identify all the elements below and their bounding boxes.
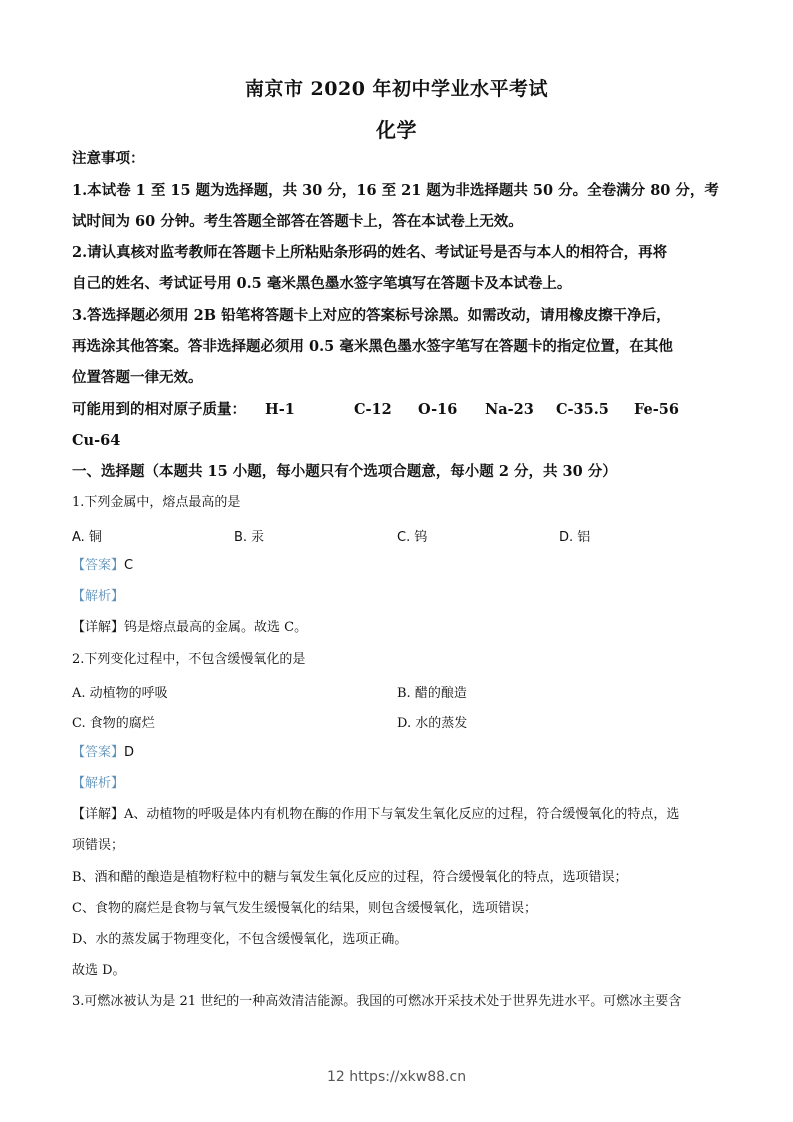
- question-option: C. 食物的腐烂: [72, 716, 155, 731]
- atomic-mass-item: Na-23: [485, 401, 534, 418]
- exam-title: 南京市 2020 年初中学业水平考试: [244, 78, 549, 100]
- answer-value: D: [124, 745, 135, 760]
- notice-line: 试时间为 60 分钟。考生答题全部答在答题卡上，答在本试卷上无效。: [72, 213, 523, 230]
- notice-heading: 注意事项：: [72, 150, 145, 167]
- detail-line: 项错误；: [72, 838, 125, 853]
- notice-line: 再选涂其他答案。答非选择题必须用 0.5 毫米黑色墨水签字笔写在答题卡的指定位置，在其他: [72, 338, 673, 355]
- atomic-mass-item: C-12: [354, 401, 392, 418]
- question-option: A. 动植物的呼吸: [72, 686, 168, 701]
- question-option: D. 水的蒸发: [397, 716, 468, 731]
- notice-line: 2.请认真核对监考教师在答题卡上所粘贴条形码的姓名、考试证号是否与本人的相符合，再将: [72, 244, 668, 261]
- atomic-mass-item: Cu-64: [72, 432, 121, 449]
- question-option: B. 汞: [234, 530, 265, 545]
- atomic-mass-label: 可能用到的相对原子质量：: [72, 401, 246, 418]
- detail-line: D、水的蒸发属于物理变化，不包含缓慢氧化，选项正确。: [72, 932, 408, 947]
- question-stem: 2.下列变化过程中，不包含缓慢氧化的是: [72, 652, 306, 667]
- question-option: C. 钨: [397, 530, 428, 545]
- question-option: B. 醋的酿造: [397, 686, 467, 701]
- atomic-mass-item: O-16: [418, 401, 458, 418]
- notice-line: 位置答题一律无效。: [72, 369, 203, 386]
- atomic-mass-item: Fe-56: [634, 401, 679, 418]
- question-option: D. 铝: [559, 530, 591, 545]
- notice-line: 1.本试卷 1 至 15 题为选择题，共 30 分，16 至 21 题为非选择题共 50 分。全卷满分 80 分，考: [72, 182, 719, 199]
- analysis-label: 【解析】: [72, 589, 125, 604]
- atomic-mass-item: C-35.5: [556, 401, 609, 418]
- answer-row: [72, 557, 727, 575]
- question-stem: 1.下列金属中，熔点最高的是: [72, 495, 241, 510]
- atomic-mass-item: H-1: [265, 401, 295, 418]
- detail-line: 【详解】A、动植物的呼吸是体内有机物在酶的作用下与氧发生氧化反应的过程，符合缓慢氧化的特点，选: [72, 807, 680, 822]
- question-option: A. 铜: [72, 530, 102, 545]
- answer-label: 【答案】: [72, 745, 125, 760]
- answer-label: 【答案】: [72, 558, 125, 573]
- detail-line: 故选 D。: [72, 963, 126, 978]
- answer-value: C: [124, 558, 134, 573]
- answer-row: [72, 744, 727, 762]
- detail-line: B、酒和醋的酿造是植物籽粒中的糖与氧发生氧化反应的过程，符合缓慢氧化的特点，选项错误；: [72, 870, 628, 885]
- detail-line: C、食物的腐烂是食物与氧气发生缓慢氧化的结果，则包含缓慢氧化，选项错误；: [72, 901, 537, 916]
- detail-line: 【详解】钨是熔点最高的金属。故选 C。: [72, 620, 308, 635]
- notice-line: 自己的姓名、考试证号用 0.5 毫米黑色墨水签字笔填写在答题卡及本试卷上。: [72, 275, 572, 292]
- page-footer: 12 https://xkw88.cn: [326, 1069, 467, 1085]
- exam-subject: 化学: [376, 118, 417, 142]
- analysis-label: 【解析】: [72, 776, 125, 791]
- notice-line: 3.答选择题必须用 2B 铅笔将答题卡上对应的答案标号涂黑。如需改动，请用橡皮擦干净后，: [72, 307, 671, 324]
- section-heading: 一、选择题（本题共 15 小题，每小题只有个选项合题意，每小题 2 分，共 30 分）: [72, 463, 617, 480]
- question-stem: 3.可燃冰被认为是 21 世纪的一种高效清洁能源。我国的可燃冰开采技术处于世界先进水平。可燃冰主要含: [72, 994, 682, 1009]
